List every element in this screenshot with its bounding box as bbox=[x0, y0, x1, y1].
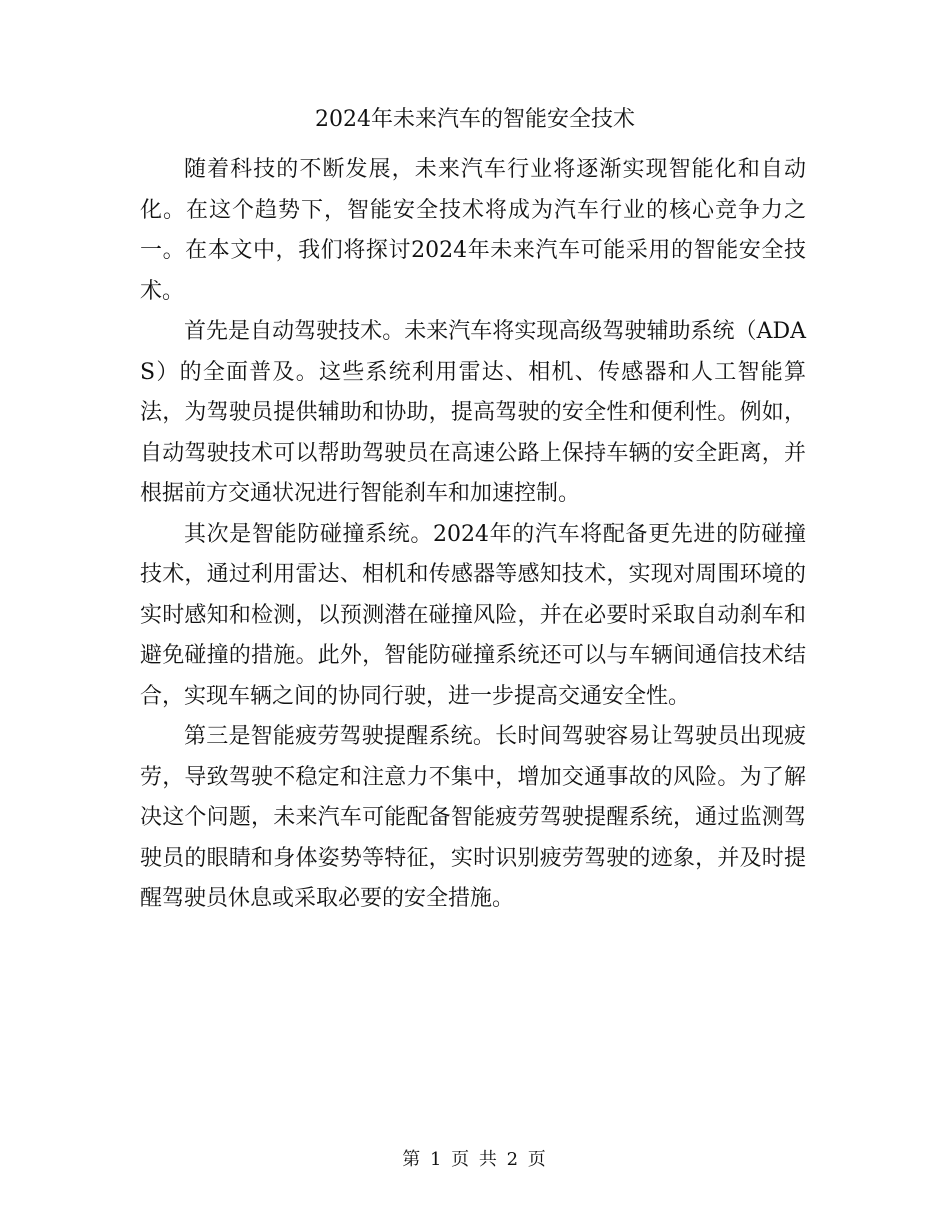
document-body bbox=[140, 150, 806, 920]
paragraph-autonomous-driving: 首先是自动驾驶技术。未来汽车将实现高级驾驶辅助系统（ADAS）的全面普及。这些系统利用雷达、相机、传感器和人工智能算法，为驾驶员提供辅助和协助，提高驾驶的安全性和便利性。例如，自动驾驶技术可以帮助驾驶员在高速公路上保持车辆的安全距离，并根据前方交通状况进行智能刹车和加速控制。 bbox=[140, 319, 806, 506]
paragraph-collision-avoidance: 其次是智能防碰撞系统。2024年的汽车将配备更先进的防碰撞技术，通过利用雷达、相机和传感器等感知技术，实现对周围环境的实时感知和检测，以预测潜在碰撞风险，并在必要时采取自动刹车和避免碰撞的措施。此外，智能防碰撞系统还可以与车辆间通信技术结合，实现车辆之间的协同行驶，进一步提高交通安全性。 bbox=[140, 521, 806, 709]
page-number-footer: 第 1 页 共 2 页 bbox=[402, 1149, 548, 1170]
paragraph-fatigue-alert: 第三是智能疲劳驾驶提醒系统。长时间驾驶容易让驾驶员出现疲劳，导致驾驶不稳定和注意力不集中，增加交通事故的风险。为了解决这个问题，未来汽车可能配备智能疲劳驾驶提醒系统，通过监测驾驶员的眼睛和身体姿势等特征，实时识别疲劳驾驶的迹象，并及时提醒驾驶员休息或采取必要的安全措施。 bbox=[140, 724, 806, 911]
paragraph-intro: 随着科技的不断发展，未来汽车行业将逐渐实现智能化和自动化。在这个趋势下，智能安全技术将成为汽车行业的核心竞争力之一。在本文中，我们将探讨2024年未来汽车可能采用的智能安全技术。 bbox=[140, 157, 806, 304]
document-title: 2024年未来汽车的智能安全技术 bbox=[315, 107, 635, 132]
